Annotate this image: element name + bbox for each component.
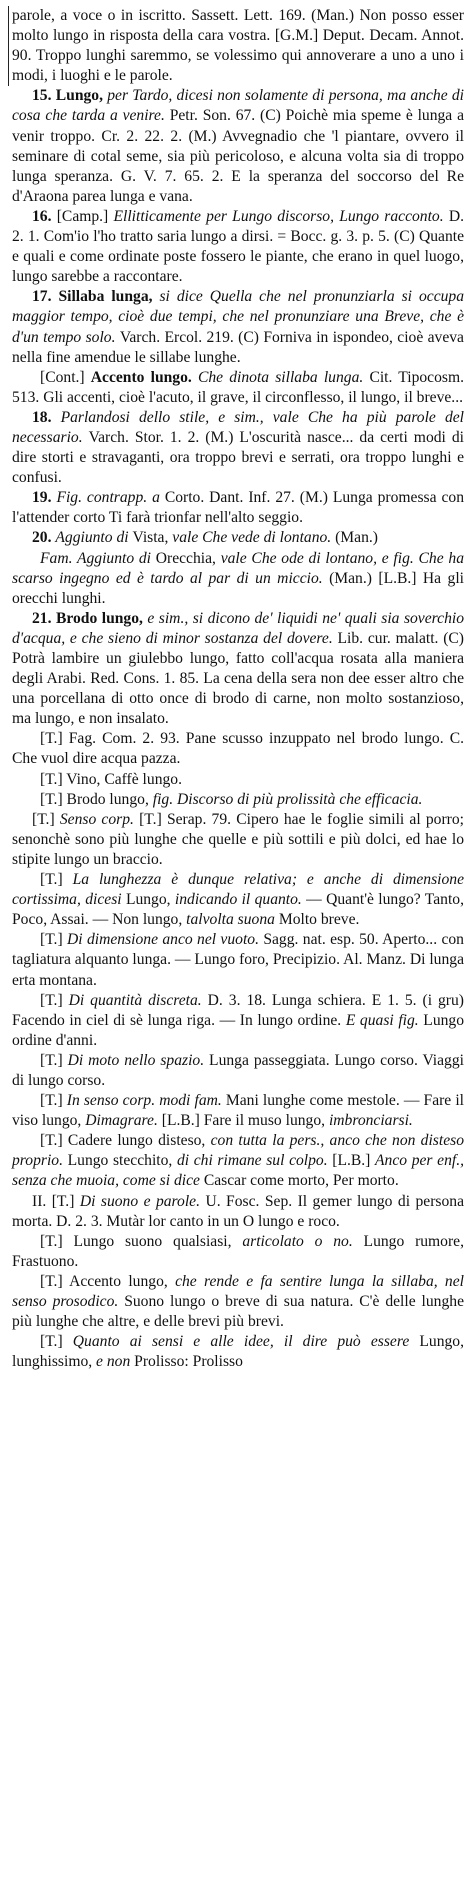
italic-text: Fam. Aggiunto di <box>40 549 156 567</box>
entry-heading: 21. Brodo lungo, <box>32 609 148 627</box>
body-text: [T.] <box>40 1051 68 1069</box>
body-text: [L.B.] Fare il muso lungo, <box>161 1112 329 1130</box>
italic-text: Che dinota sillaba lunga. <box>197 368 370 386</box>
italic-text: fig. Discorso di più prolissità che efficacia. <box>152 790 423 808</box>
italic-text: vale Che ode di lontano, e fig. Che ha scarso ingegno ed è tardo al par di un miccio. <box>12 549 464 587</box>
italic-text: Anco per enf., senza che muoia, come si dice <box>12 1152 464 1190</box>
body-text: Cascar come morto, Per morto. <box>203 1172 399 1190</box>
dictionary-paragraph <box>8 6 464 86</box>
body-text: Petr. Son. 67. (C) Poichè mia speme è lunga a venir troppo. Cr. 2. 22. 2. (M.) Avvegnadio che 'l piantare, ovvero il seminare di cotal seme, sia più pericoloso, e alcuna volta sia di troppo lunga speranza. G. V. 7. 65. 2. E la speranza del soccorso del Re d'Araona parea lunga e vana. <box>12 107 464 205</box>
body-text: [T.] <box>40 871 73 889</box>
body-text: Lungo, lunghissimo, <box>12 1333 464 1371</box>
italic-text: E quasi fig. <box>345 1011 424 1029</box>
dictionary-paragraph <box>12 1272 464 1332</box>
body-text: (Man.) <box>335 529 378 547</box>
body-text: U. Fosc. Sep. Il gemer lungo di persona morta. D. 2. 3. Mutàr lor canto in un O lungo e roco. <box>12 1192 464 1230</box>
dictionary-paragraph <box>12 790 464 810</box>
body-text: [T.] Fag. Com. 2. 93. Pane scusso inzuppato nel brodo lungo. C. Che vuol dire acqua pazza. <box>12 730 464 768</box>
body-text: Molto breve. <box>278 911 360 929</box>
italic-text: Di quantità discreta. <box>68 991 208 1009</box>
dictionary-paragraph <box>12 488 464 528</box>
italic-text: La lunghezza è dunque relativa; e anche di dimensione cortissima, dicesi <box>12 871 464 909</box>
italic-text: Aggiunto di <box>55 529 133 547</box>
dictionary-paragraph <box>12 528 464 548</box>
italic-text: Ellitticamente per Lungo discorso, Lungo racconto. <box>113 207 449 225</box>
body-text: Prolisso: Prolisso <box>134 1353 243 1371</box>
dictionary-paragraph <box>12 870 464 930</box>
body-text: [T.] Serap. 79. Cipero hae le foglie simili al porro; senonchè sono più lunghe che quelle e più sottili e più dolci, ed hae lo stipite lungo un braccio. <box>12 810 464 868</box>
italic-text: indicando il quanto. <box>174 891 307 909</box>
italic-text: Parlandosi dello stile, e sim., vale Che ha più parole del necessario. <box>12 408 464 446</box>
entry-heading: 16. <box>32 207 57 225</box>
body-text: [T.] Cadere lungo disteso, <box>40 1132 211 1150</box>
dictionary-paragraph <box>12 287 464 367</box>
italic-text: che rende e fa sentire lunga la sillaba, nel senso prosodico. <box>12 1272 464 1310</box>
body-text: Deput. Decam. Annot. 90. Troppo lunghi saremmo, se volessimo qui annoverare a uno a uno i modi, i luoghi e le parole. <box>12 27 464 85</box>
dictionary-paragraph <box>12 1131 464 1191</box>
body-text: Varch. Ercol. 219. (C) Forniva in ispondeo, cioè aveva nella fine amendue le sillabe lunghe. <box>12 328 464 366</box>
italic-text: per Tardo, dicesi non solamente di persona, ma anche di cosa che tarda a venire. <box>12 87 465 125</box>
body-text: D. 2. 1. Com'io l'ho tratto saria lungo a dirsi. = Bocc. g. 3. p. 5. (C) Quante e quali e come ordinate poste fossero le piante, che erano in quel luogo, lungo sarebbe a raccontare. <box>12 207 464 286</box>
body-text: [T.] <box>32 810 60 828</box>
body-text: [T.] <box>40 991 69 1009</box>
dictionary-paragraph <box>12 408 464 488</box>
body-text: Lib. cur. malatt. (C) Potrà lambire un giulebbo lungo, fatto coll'acqua rosata alla maniera degli Arabi. Red. Cons. 1. 85. La cena della sera non dee esser altro che una porcellana di otto once di brodo di carne, non molto sostanzioso, ma lungo, e non insalato. <box>12 629 464 728</box>
body-text: Sassett. Lett. 169. (Man.) Non posso esser molto lungo in risposta della cara vostra. [G.M.] <box>12 7 464 45</box>
dictionary-paragraph <box>12 991 464 1051</box>
body-text: Lungo rumore, Frastuono. <box>12 1232 464 1270</box>
italic-text: Fig. contrapp. a <box>56 489 165 507</box>
italic-text: Dimagrare. <box>85 1112 162 1130</box>
dictionary-paragraph <box>12 1192 464 1232</box>
body-text: Vista, <box>132 529 173 547</box>
body-text: [T.] Lungo suono qualsiasi, <box>40 1232 243 1250</box>
body-text: Mani lunghe come mestole. — Fare il viso lungo, <box>12 1092 465 1130</box>
body-text: [T.] Brodo lungo, <box>40 790 153 808</box>
dictionary-paragraph <box>12 930 464 990</box>
dictionary-paragraph <box>12 207 464 287</box>
body-text: Sagg. nat. esp. 50. Aperto... con tagliatura alquanto lunga. — Lungo foro, Precipizio. Al. Manz. Di lunga erta montana. <box>12 931 464 989</box>
body-text: [Cont.] <box>40 368 91 386</box>
entry-heading: 20. <box>32 529 56 547</box>
italic-text: e non <box>96 1353 135 1371</box>
italic-text: Di dimensione anco nel vuoto. <box>67 931 264 949</box>
body-text: [T.] <box>40 1333 73 1351</box>
body-text: D. 3. 18. Lunga schiera. E 1. 5. (i gru) Facendo in ciel di sè lunga riga. — In lungo ordine. <box>12 991 464 1029</box>
italic-text: Senso corp. <box>59 810 140 828</box>
dictionary-paragraph <box>12 729 464 769</box>
entry-heading: 18. <box>32 408 61 426</box>
body-text: Lungo stecchito, <box>67 1152 177 1170</box>
body-text: [T.] <box>40 931 68 949</box>
dictionary-paragraph <box>12 86 464 207</box>
dictionary-paragraph <box>12 1051 464 1091</box>
body-text: [T.] Vino, Caffè lungo. <box>40 770 182 788</box>
dictionary-paragraph <box>12 770 464 790</box>
italic-text: e sim., si dicono de' liquidi ne' quali sia soverchio d'acqua, e che sieno di minor sostanza del dovere. <box>12 609 464 647</box>
italic-text: con tutta la pers., anco che non disteso proprio. <box>12 1132 464 1170</box>
body-text: [L.B.] <box>332 1152 376 1170</box>
italic-text: Di moto nello spazio. <box>67 1051 210 1069</box>
body-text: — Quant'è lungo? Tanto, Poco, Assai. — Non lungo, <box>12 891 464 929</box>
body-text: Corto. Dant. Inf. 27. (M.) Lunga promessa con l'attender corto Ti farà trionfar nell'alto seggio. <box>12 489 464 527</box>
entry-heading: Accento lungo. <box>90 368 198 386</box>
body-text: [T.] Accento lungo, <box>40 1272 176 1290</box>
italic-text: talvolta suona <box>186 911 279 929</box>
dictionary-paragraph <box>12 368 464 408</box>
italic-text: In senso corp. modi fam. <box>66 1092 226 1110</box>
body-text: [Camp.] <box>56 207 114 225</box>
italic-text: articolato o no. <box>242 1232 364 1250</box>
dictionary-paragraph <box>12 1332 464 1372</box>
dictionary-paragraph <box>12 549 464 609</box>
italic-text: vale Che vede di lontano. <box>172 529 336 547</box>
body-text: Orecchia, <box>155 549 221 567</box>
entry-heading: 15. Lungo, <box>32 87 108 105</box>
body-text: Suono lungo o breve di sua natura. C'è delle lunghe più lunghe che altre, e delle brevi più brevi. <box>12 1293 464 1331</box>
entry-heading: 19. <box>32 489 57 507</box>
body-text: Cit. Tipocosm. 513. Gli accenti, cioè l'acuto, il grave, il circonflesso, il lungo, il breve... <box>12 368 464 406</box>
body-text: II. [T.] <box>32 1192 80 1210</box>
body-text: Lungo, <box>125 891 175 909</box>
body-text: [T.] <box>40 1092 67 1110</box>
italic-text: di chi rimane sul colpo. <box>176 1152 333 1170</box>
body-text: Lungo ordine d'anni. <box>12 1011 465 1049</box>
entry-heading: 17. Sillaba lunga, <box>32 288 160 306</box>
dictionary-page <box>12 6 464 1372</box>
italic-text: Di suono e parole. <box>79 1192 206 1210</box>
dictionary-paragraph <box>12 1232 464 1272</box>
italic-text: si dice Quella che nel pronunziarla si occupa maggior tempo, cioè due tempi, che nel pronunziare una Breve, che è d'un tempo solo. <box>12 288 465 346</box>
body-text: Lunga passeggiata. Lungo corso. Viaggi di lungo corso. <box>12 1051 464 1089</box>
dictionary-paragraph <box>12 810 464 870</box>
dictionary-paragraph <box>12 1091 464 1131</box>
body-text: Varch. Stor. 1. 2. (M.) L'oscurità nasce... da certi modi di dire storti e stravaganti, ora troppo brevi e serrati, ora troppo lunghi e confusi. <box>12 428 464 487</box>
body-text: (Man.) [L.B.] Ha gli orecchi lunghi. <box>12 569 464 607</box>
dictionary-paragraph <box>12 609 464 730</box>
italic-text: Quanto ai sensi e alle idee, il dire può essere <box>72 1333 420 1351</box>
italic-text: imbronciarsi. <box>328 1112 413 1130</box>
body-text: parole, a voce o in iscritto. <box>12 7 192 24</box>
